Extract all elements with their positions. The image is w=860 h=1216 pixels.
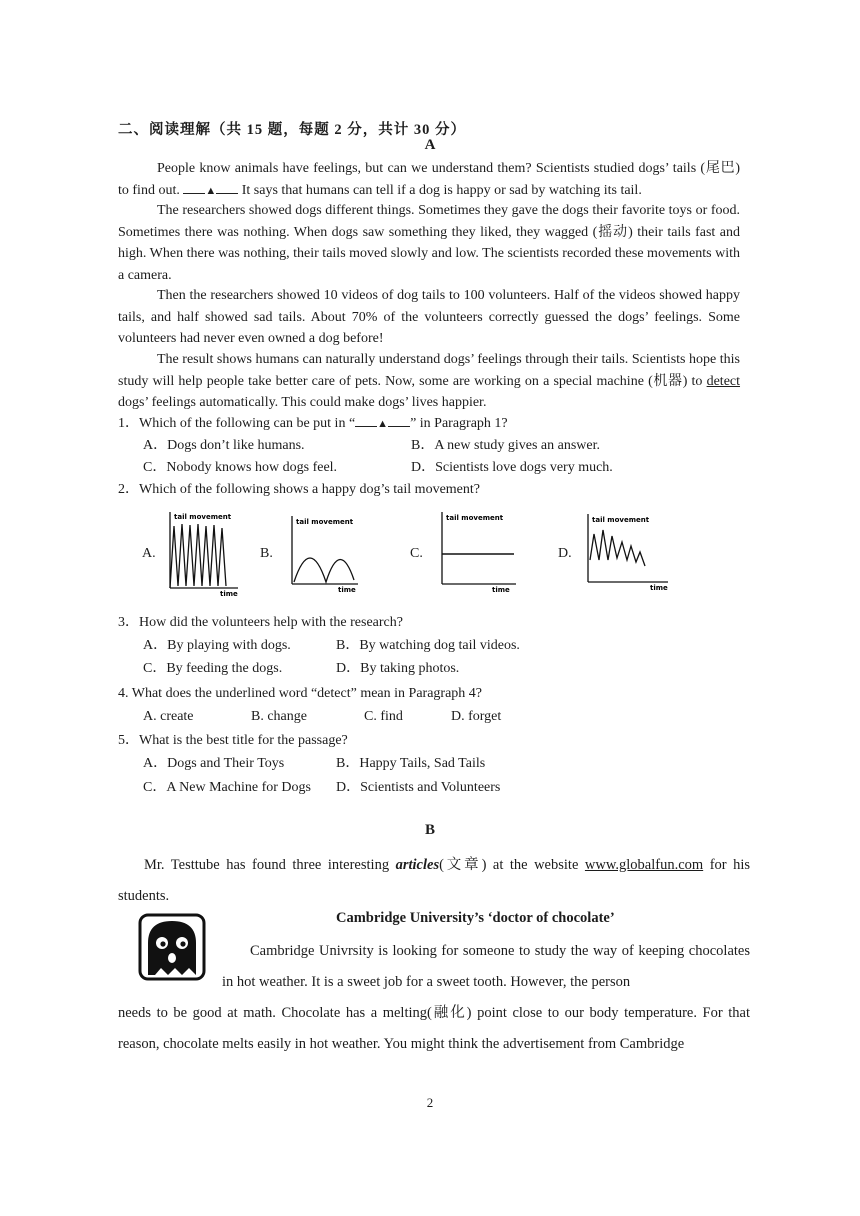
option-3b: B．By watching dog tail videos.	[336, 638, 520, 653]
article-title: Cambridge University’s ‘doctor of chocolate’	[336, 910, 615, 926]
option-3c: C．By feeding the dogs.	[143, 661, 283, 676]
option-1c: C．Nobody knows how dogs feel.	[143, 460, 338, 475]
chart-d-line	[590, 530, 645, 566]
chart-d-svg	[556, 508, 680, 600]
chart-b-ylabel: tail movement	[296, 518, 354, 526]
chart-a-svg	[140, 508, 250, 600]
chart-option-a	[140, 508, 250, 600]
intro-text-a: Mr. Testtube has found three interesting	[144, 857, 390, 873]
chart-d-ylabel: tail movement	[592, 516, 650, 524]
chart-b-xlabel: time	[338, 586, 356, 594]
option-3d: D．By taking photos.	[336, 661, 460, 676]
chart-d-xlabel: time	[650, 584, 668, 592]
article-paragraph-2: needs to be good at math. Chocolate has a melting(融化) point close to our body temperature. For that reason, chocolate melts easily in hot weather. You might think the advertisement from Cambridge	[118, 1005, 750, 1052]
question-1-text-pre: 1．Which of the following can be put in “	[118, 416, 356, 431]
intro-text-b: (文章) at the website	[439, 857, 579, 873]
question-3: 3．How did the volunteers help with the research?	[118, 615, 403, 630]
paragraph-4	[118, 349, 740, 414]
question-1-marker: ▲	[377, 418, 389, 430]
paragraph-2: The researchers showed dogs different things. Sometimes they gave the dogs their favorite toys or food. Sometimes there was nothing. When dogs saw something they liked, they wagged (摇动) their tails fast and high. When there was nothing, their tails moved slowly and low. The scientists recorded these movements with a camera.	[118, 203, 740, 283]
option-4b: B. change	[251, 709, 307, 724]
underlined-word-detect: detect	[706, 373, 741, 389]
option-1d: D．Scientists love dogs very much.	[411, 460, 613, 475]
chart-b-line	[294, 558, 354, 582]
option-5d: D．Scientists and Volunteers	[336, 780, 501, 795]
chart-option-c	[408, 508, 528, 600]
option-5b: B．Happy Tails, Sad Tails	[336, 756, 486, 771]
chart-b-letter: B.	[260, 546, 273, 561]
option-4c: C. find	[364, 709, 403, 724]
intro-articles-word: articles	[395, 857, 440, 873]
option-1a: A．Dogs don’t like humans.	[143, 438, 305, 453]
paragraph-4-text-a: The result shows humans can naturally understand dogs’ feelings through their tails. Scientists hope this study will help people take better care of pets. Now, some are working on a special machine (机器) to	[118, 352, 740, 389]
question-1-text-post: ” in Paragraph 1?	[410, 416, 508, 431]
paragraph-3: Then the researchers showed 10 videos of dog tails to 100 volunteers. Half of the videos showed happy tails, and half showed sad tails. About 70% of the volunteers correctly guessed the dogs’ feelings. Some volunteers had never even owned a dog before!	[118, 288, 740, 346]
page-number: 2	[426, 1095, 434, 1110]
chart-b-svg	[258, 508, 368, 600]
section-title: 二、阅读理解（共 15 题，每题 2 分，共计 30 分）	[118, 122, 466, 138]
paragraph-1-text-b: It says that humans can tell if a dog is happy or sad by watching its tail.	[241, 182, 642, 198]
option-4a: A. create	[143, 709, 194, 724]
chart-a-xlabel: time	[220, 590, 238, 598]
option-4d: D. forget	[451, 709, 502, 724]
website-link[interactable]: www.globalfun.com	[584, 857, 704, 873]
option-3a: A．By playing with dogs.	[143, 638, 291, 653]
chart-option-d	[556, 508, 680, 600]
option-5a: A．Dogs and Their Toys	[143, 756, 285, 771]
option-5c: C．A New Machine for Dogs	[143, 780, 311, 795]
part-b-intro	[118, 850, 750, 912]
chart-a-letter: A.	[142, 546, 156, 561]
chart-a-ylabel: tail movement	[174, 513, 232, 521]
part-a-label: A	[424, 137, 436, 153]
blank-marker: ▲	[205, 184, 217, 197]
paragraph-1	[118, 158, 740, 202]
chart-c-ylabel: tail movement	[446, 514, 504, 522]
chart-d-letter: D.	[558, 546, 572, 561]
tail-movement-charts	[140, 508, 680, 600]
part-b-label: B	[424, 822, 435, 838]
question-1	[118, 413, 508, 435]
chart-c-xlabel: time	[492, 586, 510, 594]
question-2: 2．Which of the following shows a happy dog’s tail movement?	[118, 482, 480, 497]
article-paragraph-1: Cambridge Univrsity is looking for someone to study the way of keeping chocolates in hot weather. It is a sweet job for a sweet tooth. However, the person	[222, 943, 750, 990]
chart-c-svg	[408, 508, 528, 600]
question-5: 5．What is the best title for the passage?	[118, 733, 348, 748]
intro-text-c: for his students.	[118, 857, 751, 904]
option-1b: B．A new study gives an answer.	[411, 438, 600, 453]
paragraph-4-text-b: dogs’ feelings automatically. This could make dogs’ lives happier.	[118, 395, 487, 410]
chart-c-letter: C.	[410, 546, 423, 561]
chart-a-line	[170, 524, 226, 588]
ghost-icon	[138, 913, 206, 981]
chart-option-b	[258, 508, 368, 600]
paragraph-1-text-a: People know animals have feelings, but can we understand them? Scientists studied dogs’ tails (尾巴) to find out.	[118, 161, 740, 198]
question-4: 4. What does the underlined word “detect” mean in Paragraph 4?	[118, 686, 482, 701]
